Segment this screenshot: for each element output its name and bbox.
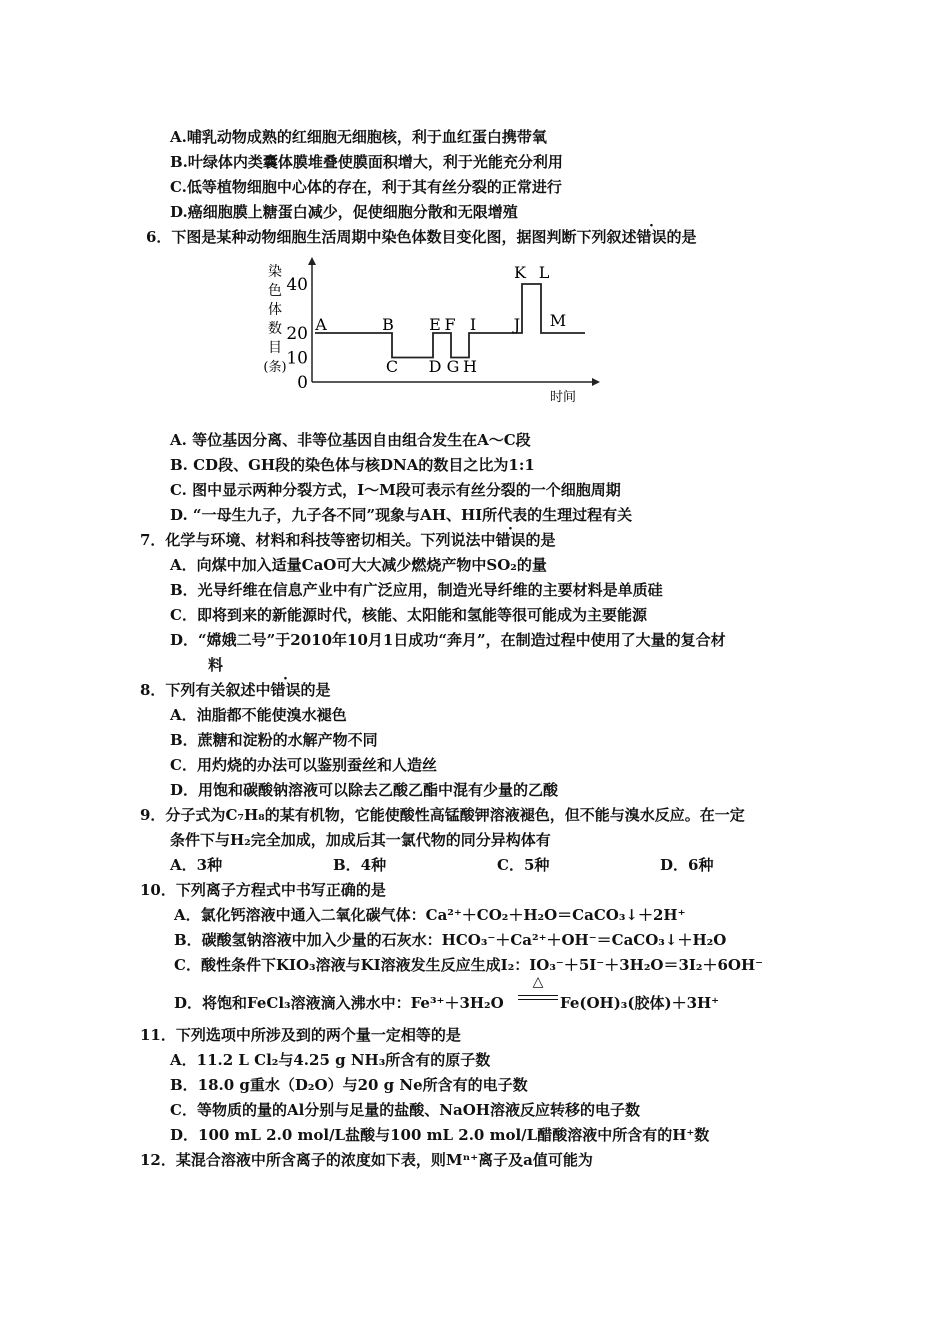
q5-option-c: C.低等植物细胞中心体的存在，利于其有丝分裂的正常进行 <box>170 178 562 196</box>
point-label-d: D <box>428 357 442 376</box>
q8-stem-prefix: 8．下列有关叙述中 <box>140 681 271 699</box>
q11-option-a: A．11.2 L Cl₂与4.25 g NH₃所含有的原子数 <box>170 1051 491 1069</box>
q6-stem-suffix: 的是 <box>666 228 697 246</box>
q8-option-a: A．油脂都不能使溴水褪色 <box>170 706 347 724</box>
q7-stem-prefix: 7．化学与环境、材料和科技等密切相关。下列说法中 <box>140 531 496 549</box>
q6-option-a: A. 等位基因分离、非等位基因自由组合发生在A～C段 <box>170 431 531 449</box>
y-tick-label: 0 <box>297 373 308 393</box>
equilibrium-bar-top <box>518 995 558 996</box>
q6-stem-prefix: 6．下图是某种动物细胞生活周期中染色体数目变化图，据图判断下列叙述 <box>146 228 637 246</box>
point-label-j: J <box>513 315 521 334</box>
q8-option-d: D．用饱和碳酸钠溶液可以除去乙酸乙酯中混有少量的乙酸 <box>170 781 559 799</box>
chart-ticks <box>286 275 576 405</box>
q6-stem <box>146 227 696 247</box>
q8-stem-suffix: 的是 <box>300 681 331 699</box>
q7-stem <box>140 530 555 550</box>
point-label-a: A <box>315 315 327 334</box>
x-axis-label: 时间 <box>549 390 577 405</box>
q9-option-c: C．5种 <box>497 856 550 874</box>
q10-option-a: A．氯化钙溶液中通入二氧化碳气体：Ca²⁺＋CO₂＋H₂O＝CaCO₃↓＋2H⁺ <box>174 906 686 924</box>
chart-ylabel <box>263 263 286 375</box>
chart-labels <box>314 263 566 376</box>
q6-option-d: D. “一母生九子，九子各不同”现象与AH、HI所代表的生理过程有关 <box>170 506 633 524</box>
y-axis-arrow <box>308 257 316 265</box>
chromosome-chart <box>255 252 615 412</box>
point-label-c: C <box>385 357 399 376</box>
equilibrium-bar-bottom <box>518 999 558 1000</box>
point-label-h: H <box>463 357 477 376</box>
ylabel-char: 染 <box>268 264 282 280</box>
x-axis-arrow <box>592 378 600 386</box>
point-label-b: B <box>382 315 394 334</box>
q6-stem-emph: 错误 <box>636 228 667 246</box>
y-tick-label: 10 <box>286 348 308 369</box>
y-tick-label: 40 <box>286 275 308 295</box>
ylabel-char: 数 <box>268 321 282 337</box>
q8-stem-emph: 错误 <box>270 681 301 699</box>
q5-option-d: D.癌细胞膜上糖蛋白减少，促使细胞分散和无限增殖 <box>170 203 518 221</box>
point-label-k: K <box>514 263 526 282</box>
point-label-f: F <box>444 315 456 334</box>
q5-option-a: A.哺乳动物成熟的红细胞无细胞核，利于血红蛋白携带氧 <box>170 128 547 146</box>
q8-option-c: C．用灼烧的办法可以鉴别蚕丝和人造丝 <box>170 756 437 774</box>
q9-stem-cont: 条件下与H₂完全加成，加成后其一氯代物的同分异构体有 <box>170 831 551 849</box>
q6-option-c: C. 图中显示两种分裂方式，I～M段可表示有丝分裂的一个细胞周期 <box>170 481 621 499</box>
q10-option-d: D．将饱和FeCl₃溶液滴入沸水中：Fe³⁺＋3H₂O <box>174 994 504 1012</box>
q9-option-d: D．6种 <box>660 856 714 874</box>
q11-option-b: B．18.0 g重水（D₂O）与20 g Ne所含有的电子数 <box>170 1076 528 1094</box>
q10-option-b: B．碳酸氢钠溶液中加入少量的石灰水：HCO₃⁻＋Ca²⁺＋OH⁻＝CaCO₃↓＋H₂O <box>174 931 727 949</box>
q9-option-b: B．4种 <box>333 856 387 874</box>
point-label-e: E <box>429 315 441 334</box>
q10-option-c: C．酸性条件下KIO₃溶液与KI溶液发生反应生成I₂：IO₃⁻＋5I⁻＋3H₂O＝3I₂＋6OH⁻ <box>174 956 764 974</box>
q6-option-b: B. CD段、GH段的染色体与核DNA的数目之比为1:1 <box>170 456 535 474</box>
q7-stem-emph: 错误 <box>495 531 526 549</box>
point-label-m: M <box>549 311 567 330</box>
q8-option-b: B．蔗糖和淀粉的水解产物不同 <box>170 731 378 749</box>
y-tick-label: 20 <box>286 324 308 344</box>
q11-option-d: D．100 mL 2.0 mol/L盐酸与100 mL 2.0 mol/L醋酸溶液中所含有的H⁺数 <box>170 1126 710 1144</box>
point-label-g: G <box>446 357 460 376</box>
ylabel-unit: (条) <box>263 360 287 375</box>
q11-option-c: C．等物质的量的Al分别与足量的盐酸、NaOH溶液反应转移的电子数 <box>170 1101 640 1119</box>
ylabel-char: 目 <box>268 340 282 356</box>
point-label-i: I <box>469 315 477 334</box>
q7-option-d: D．“嫦娥二号”于2010年10月1日成功“奔月”，在制造过程中使用了大量的复合材 <box>170 631 726 649</box>
q7-option-b: B．光导纤维在信息产业中有广泛应用，制造光导纤维的主要材料是单质硅 <box>170 581 663 599</box>
q7-option-c: C．即将到来的新能源时代，核能、太阳能和氢能等很可能成为主要能源 <box>170 606 647 624</box>
point-label-l: L <box>538 263 550 282</box>
ylabel-char: 色 <box>268 283 282 299</box>
q9-stem: 9．分子式为C₇H₈的某有机物，它能使酸性高锰酸钾溶液褪色，但不能与溴水反应。在一定 <box>140 806 745 824</box>
q10-stem: 10．下列离子方程式中书写正确的是 <box>140 881 386 899</box>
ylabel-char: 体 <box>268 302 282 318</box>
q7-option-d-cont: 料 <box>208 656 224 674</box>
q8-stem <box>140 680 330 700</box>
q11-stem: 11．下列选项中所涉及到的两个量一定相等的是 <box>140 1026 461 1044</box>
q5-option-b: B.叶绿体内类囊体膜堆叠使膜面积增大，利于光能充分利用 <box>170 153 563 171</box>
q7-stem-suffix: 的是 <box>525 531 556 549</box>
q7-option-a: A．向煤中加入适量CaO可大大减少燃烧产物中SO₂的量 <box>170 556 547 574</box>
q12-stem: 12．某混合溶液中所含离子的浓度如下表，则Mⁿ⁺离子及a值可能为 <box>140 1151 593 1169</box>
heat-symbol: △ <box>532 974 544 990</box>
q9-option-a: A．3种 <box>170 856 223 874</box>
q10-option-d-right: Fe(OH)₃(胶体)＋3H⁺ <box>560 994 720 1012</box>
